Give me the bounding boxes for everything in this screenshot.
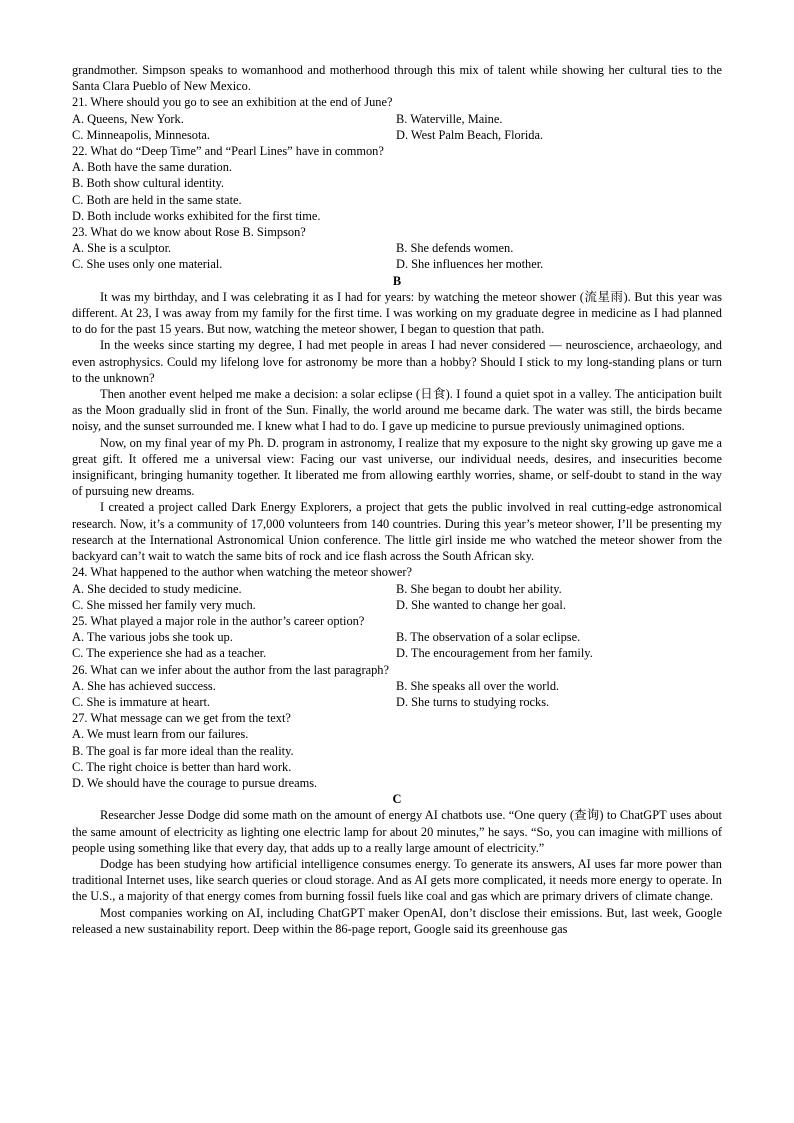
section-b-passage xyxy=(72,289,722,564)
question-option: B. She defends women. xyxy=(396,241,514,256)
question-option: C. The right choice is better than hard work. xyxy=(72,759,292,774)
question-option: B. Both show cultural identity. xyxy=(72,176,225,191)
question-stem: 21. Where should you go to see an exhibition at the end of June? xyxy=(72,95,393,110)
question-option: D. We should have the courage to pursue dreams. xyxy=(72,775,318,790)
passage-a-tail: grandmother. Simpson speaks to womanhood and motherhood through this mix of talent while showing her cultural ties to the Santa Clara Pueblo of New Mexico. xyxy=(72,63,722,94)
passage-paragraph: In the weeks since starting my degree, I had met people in areas I had never considered — neuroscience, archaeology, and even astrophysics. Could my lifelong love for astronomy be more than a hobby? Should I stick to my long-standing plans or turn to the unknown? xyxy=(72,338,722,385)
question-options xyxy=(72,240,722,272)
question-option: C. She is immature at heart. xyxy=(72,694,210,709)
passage-paragraph: It was my birthday, and I was celebrating it as I had for years: by watching the meteor shower (流星雨). But this year was different. At 23, I was away from my family for the first time. I was working on my graduate degree in medicine as I had planned to do for the past 15 years. But now, watching the meteor shower, I began to question that path. xyxy=(72,289,722,337)
question-option: D. Both include works exhibited for the first time. xyxy=(72,208,321,223)
question-option: D. She turns to studying rocks. xyxy=(396,694,550,709)
question-option: B. She speaks all over the world. xyxy=(396,678,560,693)
question-stem: 25. What played a major role in the author’s career option? xyxy=(72,613,365,628)
question-stem: 22. What do “Deep Time” and “Pearl Lines” have in common? xyxy=(72,144,384,159)
question-options xyxy=(72,581,722,613)
passage-paragraph: Then another event helped me make a decision: a solar eclipse (日食). I found a quiet spot in a valley. The anticipation built as the Moon gradually slid in front of the Sun. Finally, the world around me became dark. The water was still, the birds became noisy, and the sunset surrounded me. I knew what I had to do. I gave up medicine to pursue previously unimagined options. xyxy=(72,387,722,434)
question-stem: 27. What message can we get from the text? xyxy=(72,711,291,726)
question-option: B. The observation of a solar eclipse. xyxy=(396,630,581,645)
question-stem: 23. What do we know about Rose B. Simpson? xyxy=(72,225,306,240)
question-option: B. She began to doubt her ability. xyxy=(396,581,562,596)
questions-b xyxy=(72,564,722,791)
question-option: C. The experience she had as a teacher. xyxy=(72,646,267,661)
section-c-heading: C xyxy=(392,792,402,807)
question-option: D. West Palm Beach, Florida. xyxy=(396,127,544,142)
section-c-passage xyxy=(72,807,722,937)
question-option: A. She decided to study medicine. xyxy=(72,581,242,596)
passage-paragraph: Dodge has been studying how artificial intelligence consumes energy. To generate its answers, AI uses far more power than traditional Internet uses, like search queries or cloud storage. And as AI gets more complicated, it needs more energy to operate. In the U.S., a majority of that energy comes from burning fossil fuels like coal and gas which are primary drivers of climate change. xyxy=(72,856,722,904)
section-b-heading: B xyxy=(392,273,402,288)
passage-paragraph: Researcher Jesse Dodge did some math on the amount of energy AI chatbots use. “One query (查询) to ChatGPT uses about the same amount of electricity as lighting one electric lamp for about 20 minutes,” he says. “So, you can imagine with millions of people using something like that every day, that adds up to a really large amount of electricity.” xyxy=(72,808,722,855)
question-option: C. She missed her family very much. xyxy=(72,597,256,612)
question-stem: 24. What happened to the author when watching the meteor shower? xyxy=(72,565,413,580)
question-option: C. Both are held in the same state. xyxy=(72,192,242,207)
question-options xyxy=(72,678,722,710)
question-options xyxy=(72,159,722,224)
passage-paragraph: I created a project called Dark Energy Explorers, a project that gets the public involved in real cutting-edge astronomical research. Now, it’s a community of 17,000 volunteers from 140 countries. During this year’s meteor shower, I’ll be presenting my research at the International Astronomical Union conference. The little girl inside me who watched the meteor shower from the backyard can’t wait to watch the same bits of rock and ice flash across the South African sky. xyxy=(72,500,722,564)
question-option: A. She has achieved success. xyxy=(72,678,216,693)
question-option: A. Queens, New York. xyxy=(72,111,184,126)
exam-page xyxy=(72,62,722,937)
question-option: A. Both have the same duration. xyxy=(72,160,233,175)
question-option: A. We must learn from our failures. xyxy=(72,727,249,742)
question-option: C. She uses only one material. xyxy=(72,257,223,272)
passage-paragraph: Now, on my final year of my Ph. D. program in astronomy, I realize that my exposure to the night sky growing up gave me a great gift. It offered me a universal view: Facing our vast universe, our individual needs, desires, and insecurities become insignificant, bringing humanity together. It liberated me from allowing earthly worries, shame, or self-doubt to stand in the way of pursuing new dreams. xyxy=(72,435,722,499)
question-option: A. She is a sculptor. xyxy=(72,241,172,256)
question-options xyxy=(72,629,722,661)
question-option: D. She wanted to change her goal. xyxy=(396,597,566,612)
question-option: C. Minneapolis, Minnesota. xyxy=(72,127,211,142)
question-option: D. The encouragement from her family. xyxy=(396,646,593,661)
question-option: A. The various jobs she took up. xyxy=(72,630,233,645)
question-stem: 26. What can we infer about the author from the last paragraph? xyxy=(72,662,389,677)
question-option: B. The goal is far more ideal than the reality. xyxy=(72,743,294,758)
questions-a xyxy=(72,94,722,272)
question-options xyxy=(72,111,722,143)
question-options xyxy=(72,726,722,791)
question-option: B. Waterville, Maine. xyxy=(396,111,503,126)
question-option: D. She influences her mother. xyxy=(396,257,544,272)
passage-paragraph: Most companies working on AI, including ChatGPT maker OpenAI, don’t disclose their emissions. But, last week, Google released a new sustainability report. Deep within the 86-page report, Google said its greenhouse gas xyxy=(72,905,722,936)
